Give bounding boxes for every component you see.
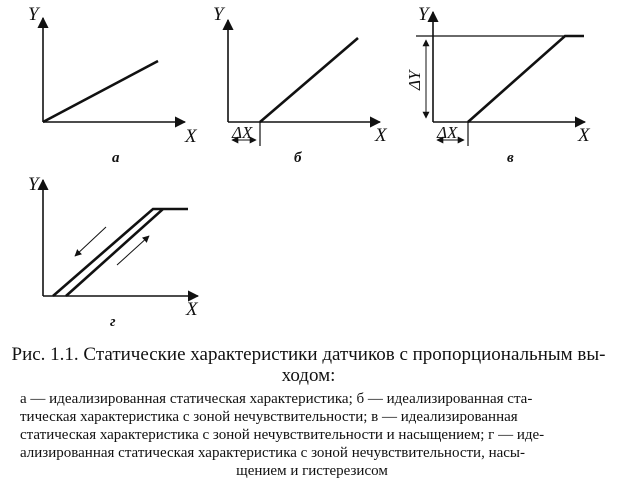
y-axis-label: Y	[418, 4, 429, 25]
caption-body	[20, 390, 604, 480]
caption-title	[0, 344, 617, 386]
characteristic-line	[260, 38, 358, 122]
panel-label: б	[294, 150, 302, 166]
y-axis-label: Y	[213, 4, 224, 25]
caption-line: ализированная статическая характеристика с зоной нечувствительности, насы-	[20, 445, 525, 461]
y-axis-label: Y	[28, 4, 39, 25]
panel-c	[405, 4, 591, 166]
dead-zone-label: ΔX	[232, 123, 253, 142]
panel-b	[213, 4, 388, 166]
saturation-label: ΔY	[405, 70, 424, 90]
panel-a	[28, 4, 198, 166]
decreasing-arrow	[75, 227, 106, 256]
panel-d	[28, 174, 199, 330]
x-axis-label: X	[375, 125, 387, 146]
panel-label: в	[507, 150, 514, 166]
characteristic-line	[43, 61, 158, 122]
hysteresis-loop	[53, 209, 188, 296]
x-axis-label: X	[185, 126, 197, 147]
y-axis-label: Y	[28, 174, 39, 195]
increasing-arrow	[117, 236, 149, 265]
caption-line: тическая характеристика с зоной нечувствительности; в — идеализированная	[20, 409, 518, 425]
caption-line: статическая характеристика с зоной нечувствительности и насыщением; г — иде-	[20, 427, 545, 443]
caption-title-line: Рис. 1.1. Статические характеристики датчиков с пропорциональным вы-	[11, 344, 606, 365]
caption-line: а — идеализированная статическая характеристика; б — идеализированная ста-	[20, 391, 533, 407]
characteristic-line	[468, 36, 584, 122]
dead-zone-label: ΔX	[437, 123, 458, 142]
panel-label: г	[110, 314, 116, 330]
x-axis-label: X	[578, 125, 590, 146]
caption-title-line: ходом:	[281, 365, 336, 386]
x-axis-label: X	[186, 299, 198, 320]
caption-line: щением и гистерезисом	[236, 463, 388, 479]
panel-label: а	[112, 150, 120, 166]
